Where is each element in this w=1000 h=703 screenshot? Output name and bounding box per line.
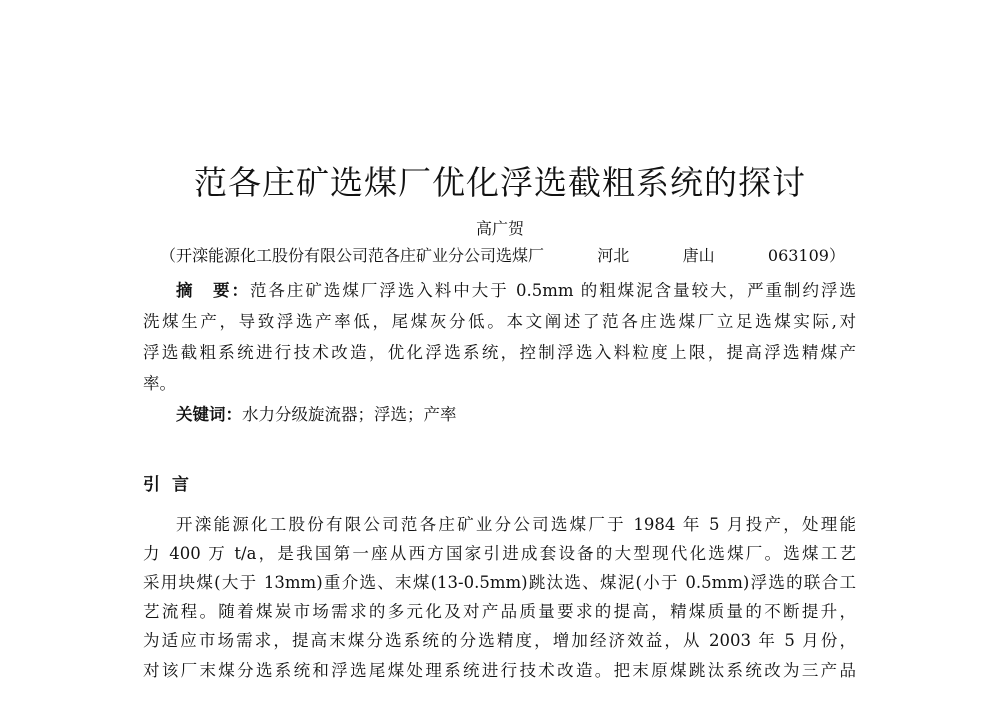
body-line: 力 400 万 t/a，是我国第一座从西方国家引进成套设备的大型现代化选煤厂。选煤工艺 (143, 544, 856, 563)
keywords-value: 水力分级旋流器；浮选；产率 (242, 405, 457, 424)
author-name: 高广贺 (475, 219, 524, 238)
keywords-label: 关键词： (176, 405, 242, 424)
abstract-line: 浮选截粗系统进行技术改造，优化浮选系统，控制浮选入料粒度上限，提高浮选精煤产 (143, 343, 856, 362)
affiliation-postcode: 063109） (767, 246, 845, 265)
body-line: 艺流程。随着煤炭市场需求的多元化及对产品质量要求的提高，精煤质量的不断提升， (143, 602, 856, 621)
body-line: 对该厂末煤分选系统和浮选尾煤处理系统进行技术改造。把末原煤跳汰系统改为三产品 (143, 661, 856, 680)
affiliation-city: 唐山 (682, 246, 715, 265)
section-heading: 引言 (143, 475, 201, 495)
body-line: 为适应市场需求，提高末煤分选系统的分选精度，增加经济效益，从 2003 年 5 月份， (143, 631, 856, 650)
abstract-line: 率。 (143, 374, 176, 393)
abstract-line: 洗煤生产，导致浮选产率低，尾煤灰分低。本文阐述了范各庄选煤厂立足选煤实际,对 (143, 312, 856, 331)
affiliation-province: 河北 (597, 246, 630, 265)
abstract-label: 摘 要： (176, 281, 250, 300)
keywords (176, 401, 856, 425)
paper-title: 范各庄矿选煤厂优化浮选截粗系统的探讨 (194, 163, 806, 202)
body-line: 采用块煤(大于 13mm)重介选、末煤(13-0.5mm)跳汰选、煤泥(小于 0.5mm)浮选的联合工 (143, 573, 856, 592)
affiliation-org: （开滦能源化工股份有限公司范各庄矿业分公司选煤厂 (160, 246, 545, 265)
affiliation (160, 243, 845, 266)
abstract-line (176, 277, 856, 301)
abstract-text: 范各庄矿选煤厂浮选入料中大于 0.5mm 的粗煤泥含量较大，严重制约浮选 (249, 281, 856, 300)
body-line: 开滦能源化工股份有限公司范各庄矿业分公司选煤厂于 1984 年 5 月投产，处理能 (176, 515, 856, 534)
